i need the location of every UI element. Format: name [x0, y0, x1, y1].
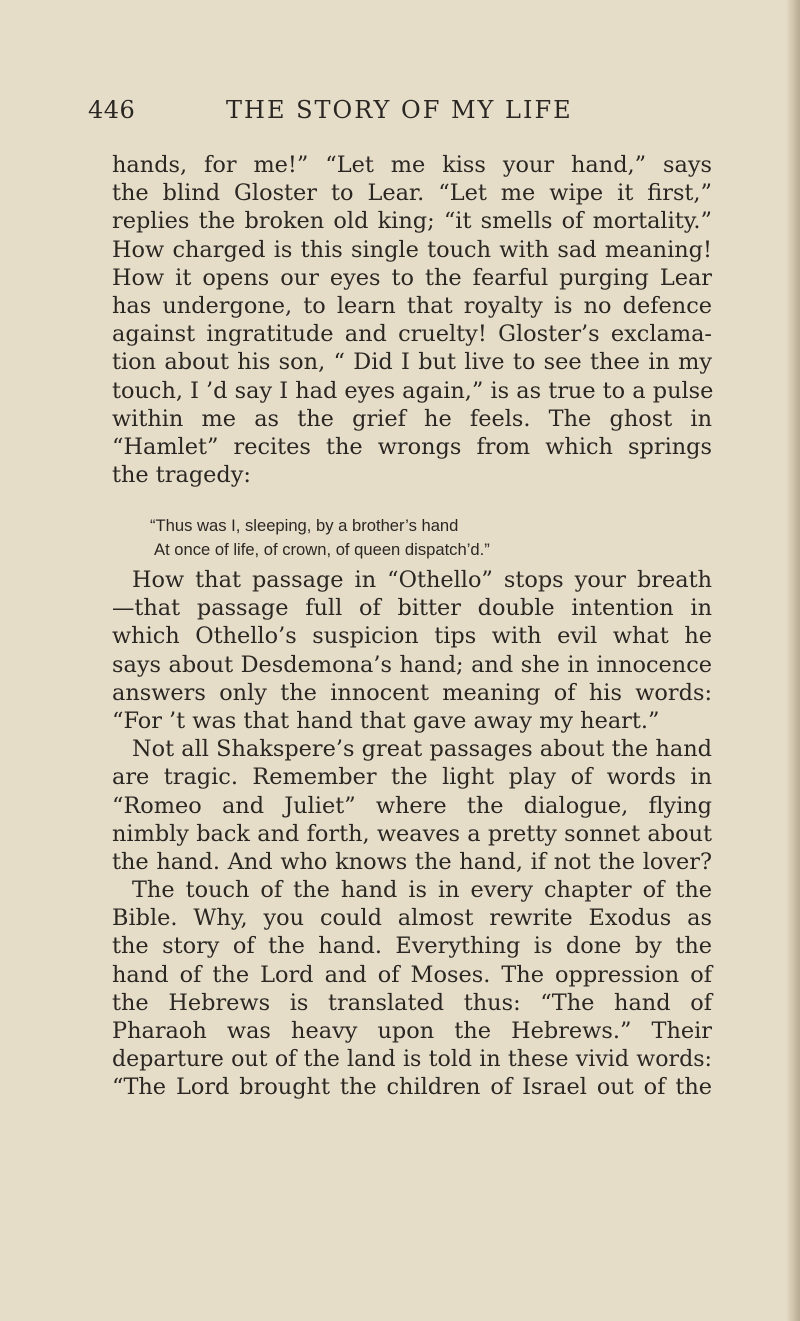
text-line: departure out of the land is told in these vivid words:	[112, 1046, 712, 1073]
text-line: the tragedy:	[112, 462, 251, 489]
text-line: Bible. Why, you could almost rewrite Exodus as	[112, 905, 712, 932]
text-line: within me as the grief he feels. The ghost in	[112, 405, 712, 432]
page-edge-shadow	[786, 0, 800, 1321]
text-line: “Romeo and Juliet” where the dialogue, flying	[112, 792, 712, 819]
paragraph-block-2	[112, 566, 712, 1102]
text-line: The touch of the hand is in every chapter of the	[132, 877, 712, 904]
text-line: Not all Shakspere’s great passages about the hand	[132, 736, 712, 763]
text-line: hand of the Lord and of Moses. The oppression of	[112, 961, 712, 988]
text-line: How it opens our eyes to the fearful purging Lear	[112, 264, 712, 291]
text-line: How charged is this single touch with sad meaning!	[112, 236, 712, 263]
running-head: THE STORY OF MY LIFE	[226, 96, 573, 124]
text-line: the story of the hand. Everything is done by the	[112, 933, 712, 960]
text-line: answers only the innocent meaning of his words:	[112, 679, 712, 706]
text-line: tion about his son, “ Did I but live to see thee in my	[112, 349, 712, 376]
text-line: has undergone, to learn that royalty is no defence	[112, 292, 712, 319]
page-number: 446	[88, 96, 136, 124]
text-line: are tragic. Remember the light play of words in	[112, 764, 712, 791]
text-line: replies the broken old king; “it smells of mortality.”	[112, 208, 712, 235]
text-line: against ingratitude and cruelty! Gloster’s exclama-	[112, 321, 712, 348]
paragraph-block-1	[112, 151, 712, 489]
text-line: which Othello’s suspicion tips with evil what he	[112, 623, 712, 650]
text-line: nimbly back and forth, weaves a pretty sonnet about	[112, 820, 712, 847]
quote-line: At once of life, of crown, of queen dispatch’d.”	[154, 540, 490, 559]
block-quote	[148, 514, 708, 562]
text-line: touch, I ’d say I had eyes again,” is as true to a pulse	[112, 377, 714, 404]
text-line: hands, for me!” “Let me kiss your hand,” says	[112, 152, 712, 178]
text-line: the blind Gloster to Lear. “Let me wipe it first,”	[112, 180, 712, 207]
text-line: “For ’t was that hand that gave away my heart.”	[112, 707, 660, 734]
quote-line: “Thus was I, sleeping, by a brother’s hand	[150, 516, 459, 535]
text-line: “The Lord brought the children of Israel out of the	[112, 1074, 712, 1101]
text-line: the Hebrews is translated thus: “The hand of	[112, 989, 712, 1016]
text-line: says about Desdemona’s hand; and she in innocence	[112, 651, 712, 678]
text-line: —that passage full of bitter double intention in	[112, 595, 712, 622]
text-line: Pharaoh was heavy upon the Hebrews.” Their	[112, 1018, 712, 1044]
text-line: “Hamlet” recites the wrongs from which springs	[112, 433, 712, 460]
page-header	[88, 96, 728, 136]
text-line: the hand. And who knows the hand, if not the lover?	[112, 848, 712, 875]
text-line: How that passage in “Othello” stops your breath	[132, 567, 712, 593]
